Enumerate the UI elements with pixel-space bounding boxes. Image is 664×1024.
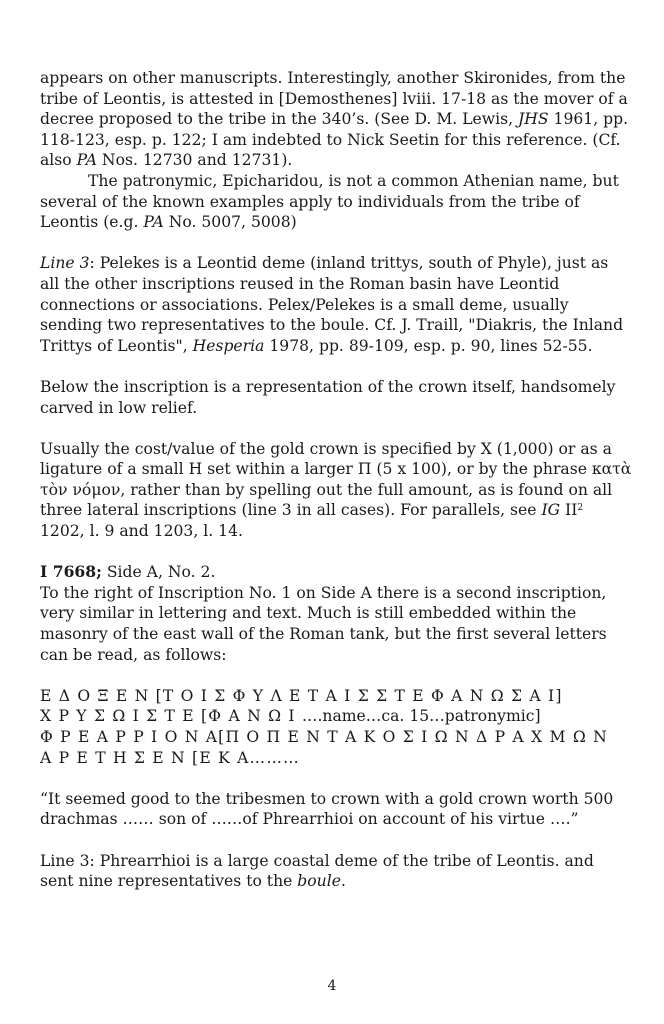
text-run: appears on other manuscripts. Interestingly, another Skironides, from the tribe of Leontis, is attested in [Demosthenes] lviii. 17-18 as the mover of a decree proposed to the tribe in the 340’s. (See D. M. Lewis, bbox=[40, 69, 628, 129]
inventory-number: I 7668; bbox=[40, 562, 102, 582]
text-run: Χ Ρ Υ Σ Ω Ι Σ Τ Ε [Φ Α Ν Ω Ι bbox=[40, 707, 302, 726]
paragraph-gap bbox=[40, 418, 632, 439]
greek-line-3: Φ Ρ Ε Α Ρ Ρ Ι Ο Ν Α[Π Ο Π Ε Ν Τ Α Κ Ο Σ Ι Ω Ν Δ Ρ Α Χ Μ Ω Ν bbox=[40, 728, 608, 746]
paragraph-gap bbox=[40, 768, 632, 789]
text-run: Usually the cost/value of the gold crown is specified by X (1,000) or as a ligature of a small H set within a larger Π (5 x 100), or by the phrase κατὰ τὸν νόμον, rather than by spelling out the full amount, as is found on all three lateral inscriptions (line 3 in all cases). For parallels, see bbox=[40, 439, 632, 520]
italic-citation: PA bbox=[143, 213, 164, 232]
italic-citation: JHS bbox=[518, 110, 549, 129]
text-run: II bbox=[560, 501, 578, 520]
text-run: : Pelekes is a Leontid deme (inland trittys, south of Phyle), just as all the other inscriptions reused in the Roman basin have Leontid connections or associations. Pelex/Pelekes is a small deme, usually sending two representatives to the boule. Cf. J. Traill, "Diakris, the Inland Trittys of Leontis", bbox=[40, 254, 624, 355]
greek-inscription bbox=[40, 686, 632, 768]
greek-line-2 bbox=[40, 706, 632, 727]
section-heading bbox=[40, 562, 632, 583]
text-run: Nos. 12730 and 12731). bbox=[96, 151, 293, 170]
paragraph-crown-relief bbox=[40, 377, 632, 418]
superscript: 2 bbox=[577, 503, 584, 514]
text-run: . bbox=[340, 872, 346, 891]
paragraph-crown-cost bbox=[40, 439, 632, 542]
greek-line-4: Α Ρ Ε Τ Η Σ Ε Ν [Ε Κ Α……… bbox=[40, 748, 300, 767]
text-run: “It seemed good to the tribesmen to crown with a gold crown worth 500 drachmas …… son of ……of Phrearrhioi on account of his virtue ….” bbox=[40, 789, 614, 829]
text-run: 1961, pp. 118-123, esp. p. 122; I am indebted to Nick Seetin for this reference. (Cf. also bbox=[40, 110, 629, 170]
paragraph-gap bbox=[40, 233, 632, 254]
paragraph-gap bbox=[40, 356, 632, 377]
text-run: ….name…ca. 15…patronymic] bbox=[301, 707, 541, 726]
text-run: The patronymic, Epicharidou, is not a common Athenian name, but several of the known examples apply to individuals from the tribe of Leontis (e.g. bbox=[40, 171, 619, 232]
paragraph-gap bbox=[40, 665, 632, 686]
text-run: 1978, pp. 89-109, esp. p. 90, lines 52-55. bbox=[264, 336, 593, 355]
paragraph-translation bbox=[40, 789, 632, 830]
page-number: 4 bbox=[327, 978, 337, 994]
greek-line-1: Ε Δ Ο Ξ Ε Ν [Τ Ο Ι Σ Φ Υ Λ Ε Τ Α Ι Σ Σ Τ Ε Φ Α Ν Ω Σ Α Ι] bbox=[40, 686, 563, 705]
paragraph-line-3-phrearrhioi bbox=[40, 851, 632, 892]
text-run: 1202, l. 9 and 1203, l. 14. bbox=[40, 522, 243, 541]
document-page bbox=[40, 68, 632, 892]
italic-line-label: Line 3 bbox=[40, 254, 90, 273]
italic-term: boule bbox=[297, 872, 341, 891]
text-run: Side A, No. 2. bbox=[101, 563, 216, 582]
paragraph-line-3-pelekes bbox=[40, 253, 632, 356]
text-run: To the right of Inscription No. 1 on Side A there is a second inscription, very similar in lettering and text. Much is still embedded within the masonry of the east wall of the Roman tank, but the first several letters can be read, as follows: bbox=[40, 583, 607, 664]
paragraph-manuscripts bbox=[40, 68, 632, 171]
text-run: Below the inscription is a representation of the crown itself, handsomely carved in low relief. bbox=[40, 377, 616, 417]
paragraph-second-inscription bbox=[40, 583, 632, 665]
paragraph-gap bbox=[40, 542, 632, 563]
italic-citation: IG bbox=[541, 501, 561, 520]
paragraph-patronymic bbox=[40, 171, 632, 233]
paragraph-gap bbox=[40, 830, 632, 851]
text-run: Line 3: Phrearrhioi is a large coastal deme of the tribe of Leontis. and sent nine representatives to the bbox=[40, 851, 594, 891]
text-run: No. 5007, 5008) bbox=[163, 213, 297, 232]
italic-citation: Hesperia bbox=[192, 336, 265, 355]
italic-citation: PA bbox=[76, 151, 97, 170]
